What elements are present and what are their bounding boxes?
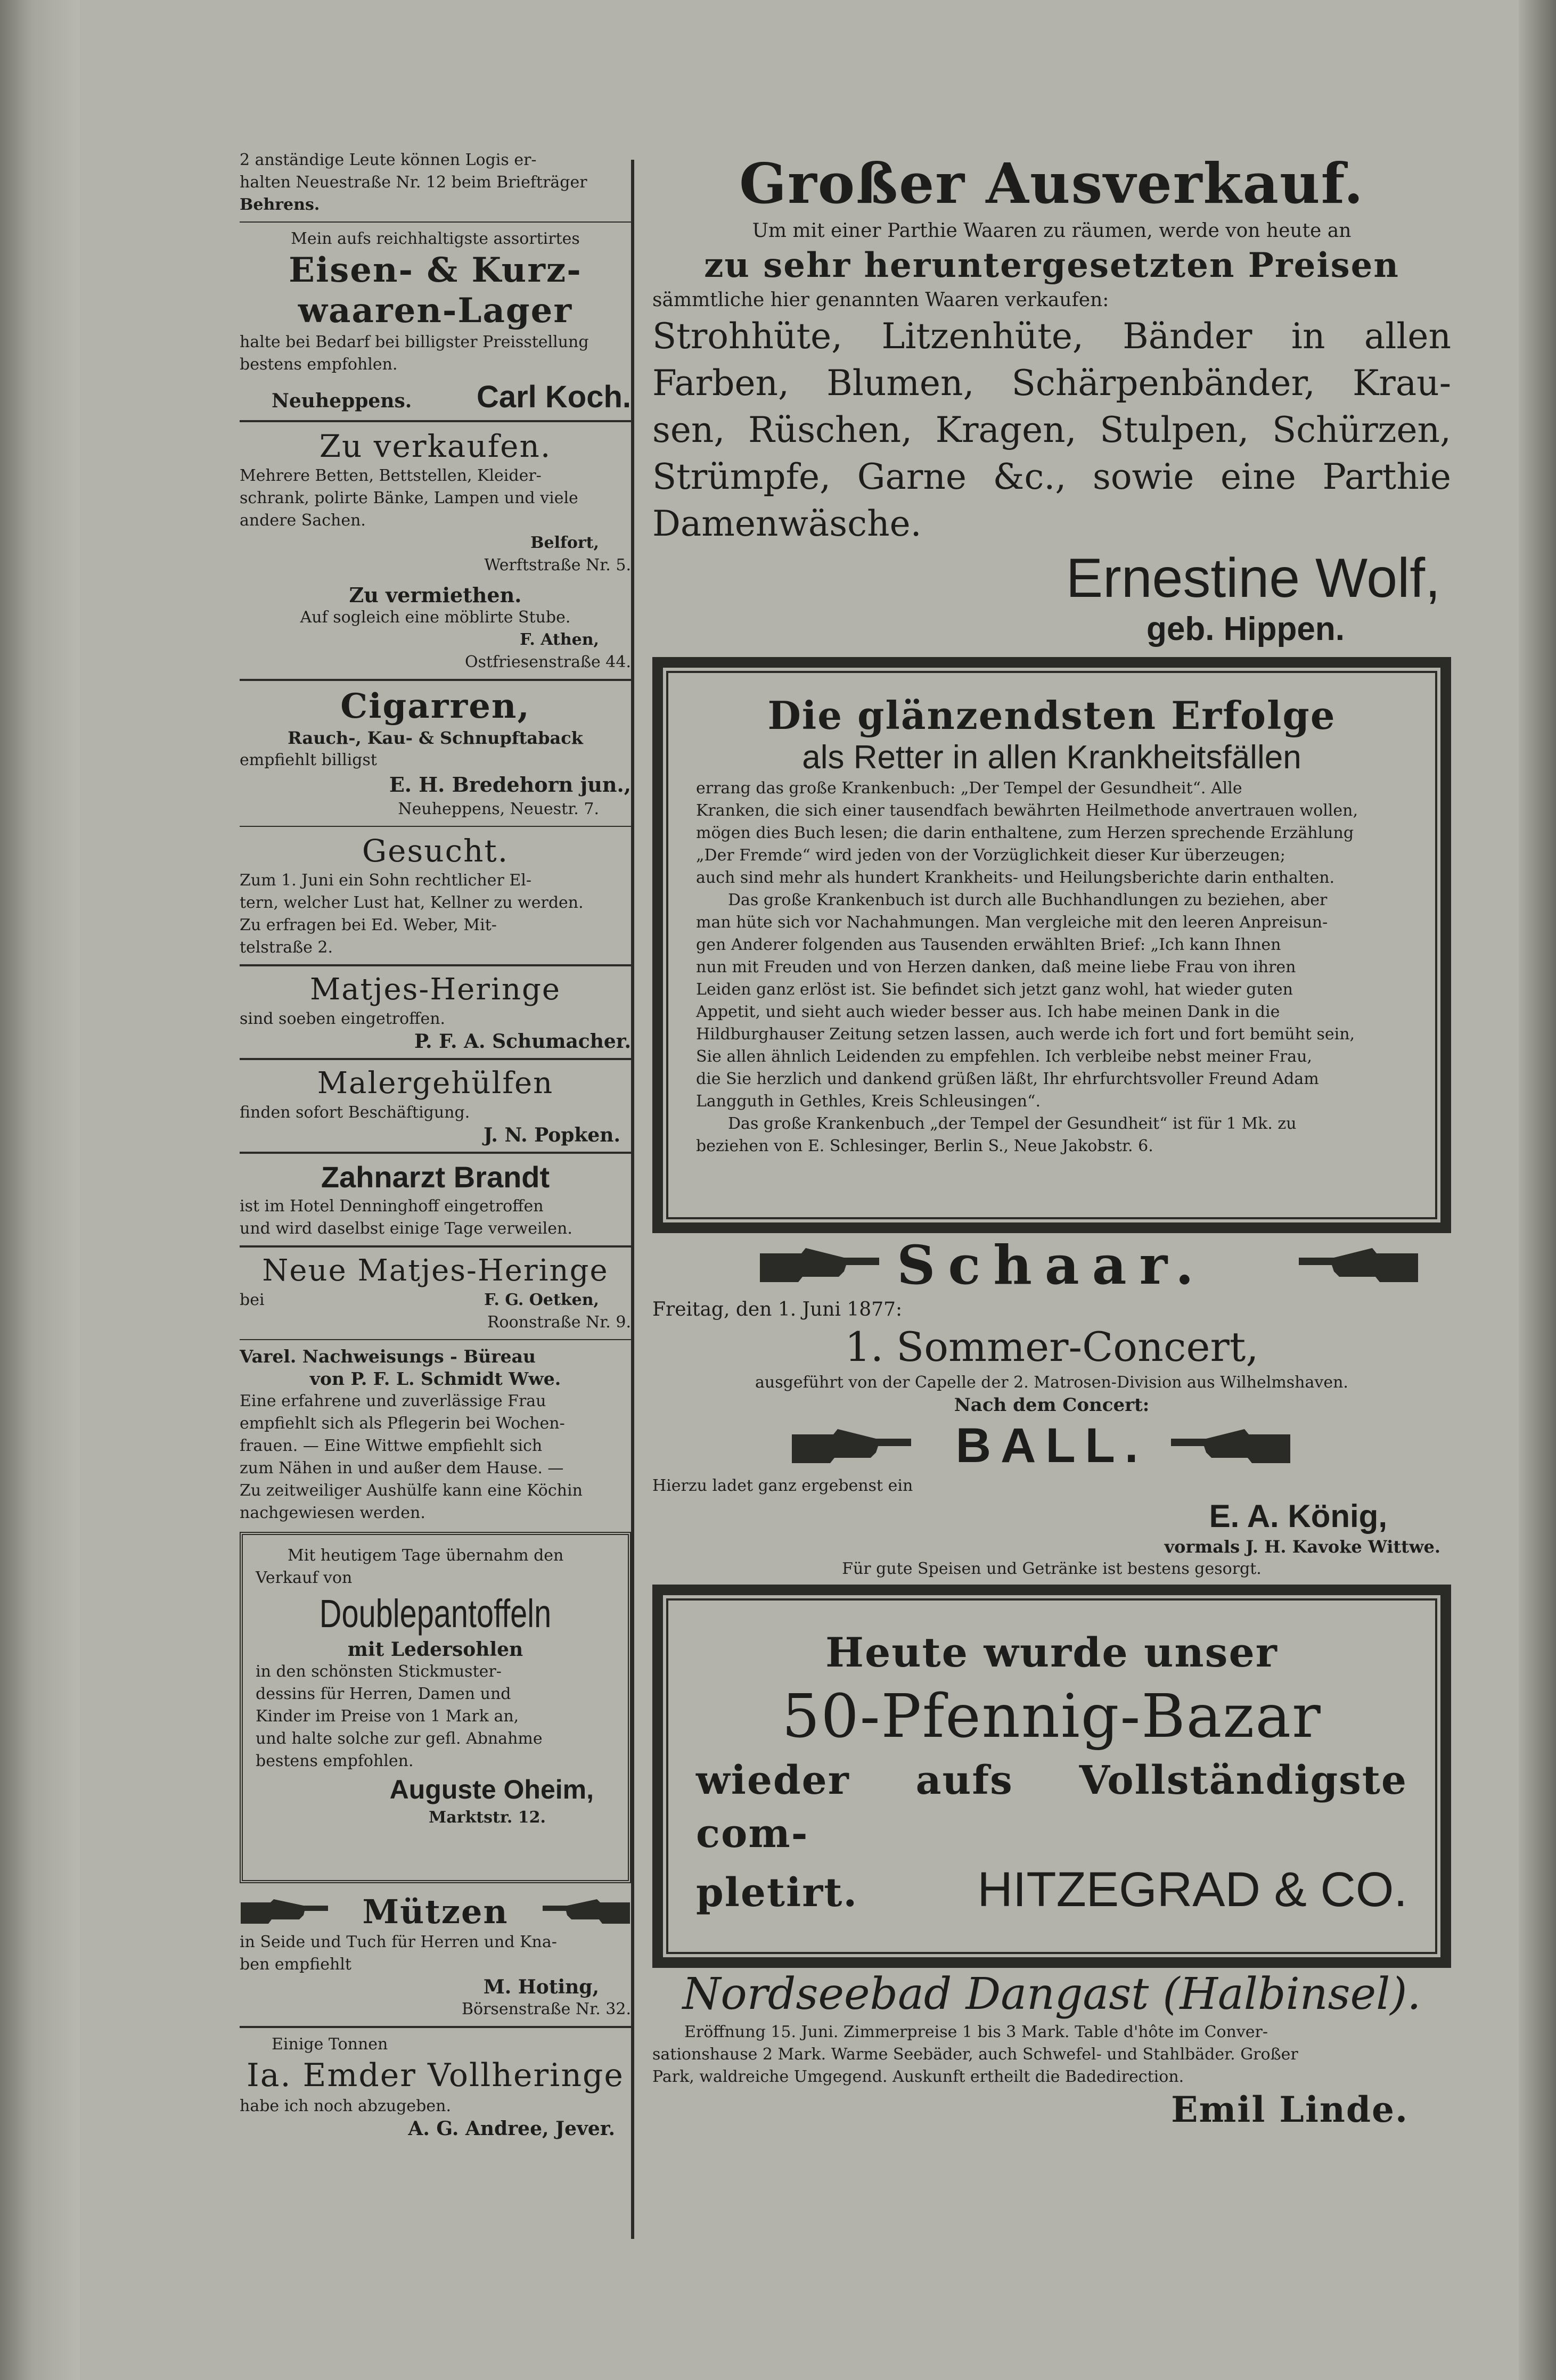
tempel-ornament-border [652, 657, 1451, 1233]
oheim-title: Doublepantoffeln [319, 1591, 552, 1636]
ausverkauf-title: Großer Ausverkauf. [739, 151, 1364, 216]
koch-place: Neuheppens. [272, 390, 412, 412]
schaar-header [652, 1233, 1451, 1297]
bazar-l3: wieder aufs Vollständigste com- [696, 1758, 1407, 1857]
oheim-text3: Kinder im Preise von 1 Mark an, [256, 1707, 519, 1726]
logis-text1: 2 anständige Leute können Logis er- [240, 151, 537, 169]
divider [240, 221, 631, 223]
oheim-addr: Marktstr. 12. [429, 1808, 546, 1827]
tempel-l16: Das große Krankenbuch „der Tempel der Gesundheit“ ist für 1 Mk. zu [728, 1114, 1297, 1133]
schaar-ball-row [652, 1416, 1451, 1475]
ausverkauf-goods5: Damenwäsche. [652, 503, 922, 544]
matjes-name: P. F. A. Schumacher. [414, 1030, 631, 1053]
neuematjes-title: Neue Matjes-Heringe [262, 1253, 609, 1288]
schaar-invite: Hierzu ladet ganz ergebenst ein [652, 1476, 913, 1495]
right-column [652, 149, 1451, 2131]
ad-vermiethen [240, 584, 631, 674]
schaar-ball: BALL. [955, 1418, 1148, 1473]
ausverkauf-goods1: Strohhüte, Litzenhüte, Bänder in allen [652, 316, 1451, 357]
tempel-l17: beziehen von E. Schlesinger, Berlin S., Neue Jakobstr. 6. [696, 1137, 1153, 1155]
column-divider [631, 160, 634, 2239]
varel-text2: empfiehlt sich als Pflegerin bei Wochen- [240, 1414, 565, 1433]
tempel-l12: Hildburghauser Zeitung setzen lassen, auch werde ich fort und fort bemüht sein, [696, 1025, 1355, 1044]
ad-neuematjes [240, 1253, 631, 1334]
ad-dangast [652, 1968, 1451, 2131]
ad-matjes [240, 972, 631, 1053]
divider [240, 679, 631, 681]
oheim-intro2: Verkauf von [256, 1569, 353, 1587]
varel-text1: Eine erfahrene und zuverlässige Frau [240, 1392, 546, 1410]
tempel-l2: Kranken, die sich einer tausendfach bewährten Heilmethode anvertrauen wollen, [696, 801, 1358, 820]
maler-title: Malergehülfen [317, 1066, 554, 1101]
ad-ausverkauf [652, 149, 1451, 650]
muetzen-addr: Börsenstraße Nr. 32. [461, 2000, 631, 2018]
cigarren-sub: Rauch-, Kau- & Schnupftaback [288, 728, 583, 748]
ausverkauf-geb: geb. Hippen. [1146, 611, 1345, 647]
tempel-l3: mögen dies Buch lesen; die darin enthaltene, zum Herzen sprechende Erzählung [696, 824, 1354, 842]
logis-name: Behrens. [240, 195, 320, 214]
varel-title2: von P. F. L. Schmidt Wwe. [309, 1368, 561, 1389]
ad-bazar [652, 1585, 1451, 1968]
varel-text3: frauen. — Eine Wittwe empfiehlt sich [240, 1437, 543, 1455]
tempel-l10: Leiden ganz erlöst ist. Sie befindet sich jetzt ganz wohl, hat wieder guten [696, 980, 1293, 999]
bazar-l4a: pletirt. [696, 1870, 858, 1916]
schaar-food: Für gute Speisen und Getränke ist bestens gesorgt. [842, 1560, 1262, 1578]
schaar-date: Freitag, den 1. Juni 1877: [652, 1299, 903, 1320]
page-right-edge [1519, 0, 1556, 2380]
bazar-l1: Heute wurde unser [825, 1629, 1278, 1676]
hand-pointer-right-icon [759, 1244, 881, 1286]
hand-pointer-right-icon [791, 1425, 913, 1467]
neuematjes-bei: bei [240, 1291, 265, 1309]
neuematjes-row [240, 1289, 631, 1311]
ad-maler [240, 1065, 631, 1146]
gesucht-text3: Zu erfragen bei Ed. Weber, Mit- [240, 916, 497, 934]
koch-name: Carl Koch. [476, 380, 631, 414]
verkaufen-name: Belfort, [530, 534, 599, 552]
hand-pointer-left-icon [540, 1895, 631, 1928]
varel-text4: zum Nähen in und außer dem Hause. — [240, 1459, 564, 1478]
maler-text: finden sofort Beschäftigung. [240, 1103, 470, 1122]
schaar-title: Schaar. [897, 1234, 1207, 1296]
tempel-l5: auch sind mehr als hundert Krankheits- und Heilungsberichte darin enthalten. [696, 868, 1335, 887]
ausverkauf-name: Ernestine Wolf, [1066, 547, 1440, 609]
cigarren-addr: Neuheppens, Neuestr. 7. [398, 800, 599, 818]
andree-title: Ia. Emder Vollheringe [247, 2057, 624, 2094]
zahnarzt-title: Zahnarzt Brandt [321, 1160, 550, 1194]
muetzen-text1: in Seide und Tuch für Herren und Kna- [240, 1933, 557, 1951]
oheim-sub: mit Ledersohlen [347, 1638, 523, 1661]
divider [240, 1245, 631, 1248]
ad-verkaufen [240, 428, 631, 577]
divider [240, 826, 631, 827]
neuematjes-name: F. G. Oetken, [484, 1291, 599, 1309]
muetzen-name: M. Hoting, [483, 1976, 599, 1998]
tempel-l15: Langguth in Gethles, Kreis Schleusingen“. [696, 1092, 1041, 1111]
tempel-l6: Das große Krankenbuch ist durch alle Buchhandlungen zu beziehen, aber [728, 891, 1328, 909]
ausverkauf-goods4: Strümpfe, Garne &c., sowie eine Parthie [652, 456, 1451, 497]
bazar-l4b: HITZEGRAD & CO. [977, 1862, 1407, 1917]
ad-logis [240, 149, 631, 216]
tempel-l4: „Der Fremde“ wird jeden von der Vorzüglichkeit dieser Kur überzeugen; [696, 846, 1285, 865]
varel-text6: nachgewiesen werden. [240, 1504, 425, 1522]
hand-pointer-left-icon [1169, 1425, 1291, 1467]
gesucht-title: Gesucht. [362, 833, 509, 869]
verkaufen-title: Zu verkaufen. [319, 428, 552, 464]
schaar-by: ausgeführt von der Capelle der 2. Matrosen-Division aus Wilhelmshaven. [755, 1373, 1348, 1392]
tempel-l7: man hüte sich vor Nachahmungen. Man vergleiche mit den leeren Anpreisun- [696, 913, 1328, 932]
ad-schaar [652, 1233, 1451, 1580]
ausverkauf-text1: Um mit einer Parthie Waaren zu räumen, werde von heute an [752, 220, 1352, 242]
gesucht-text2: tern, welcher Lust hat, Kellner zu werden. [240, 893, 584, 912]
oheim-text4: und halte solche zur gefl. Abnahme [256, 1729, 543, 1748]
muetzen-text2: ben empfiehlt [240, 1955, 351, 1974]
verkaufen-addr: Werftstraße Nr. 5. [484, 556, 631, 575]
muetzen-title: Mützen [362, 1892, 509, 1931]
oheim-intro1: Mit heutigem Tage übernahm den [288, 1546, 564, 1565]
schaar-nach: Nach dem Concert: [954, 1394, 1150, 1416]
ad-tempel [652, 657, 1451, 1233]
schaar-concert: 1. Sommer-Concert, [845, 1323, 1259, 1370]
ad-cigarren [240, 686, 631, 820]
andree-name: A. G. Andree, Jever. [408, 2118, 615, 2140]
dangast-name: Emil Linde. [1171, 2089, 1408, 2130]
neuematjes-addr: Roonstraße Nr. 9. [487, 1313, 631, 1332]
ausverkauf-bold: zu sehr heruntergesetzten Preisen [704, 245, 1399, 285]
cigarren-title: Cigarren, [340, 686, 530, 726]
tempel-l8: gen Anderer folgenden aus Tausenden erwählten Brief: „Ich kann Ihnen [696, 935, 1281, 954]
bazar-l2: 50-Pfennig-Bazar [782, 1682, 1322, 1751]
tempel-l9: nun mit Freuden und von Herzen danken, daß meine liebe Frau von ihren [696, 958, 1296, 976]
tempel-l1: errang das große Krankenbuch: „Der Tempel der Gesundheit“. Alle [696, 779, 1242, 798]
tempel-l11: Appetit, und sieht auch wieder besser aus. Ich habe meinen Dank in die [696, 1003, 1280, 1021]
divider [240, 964, 631, 966]
varel-title1: Varel. Nachweisungs - Büreau [240, 1346, 536, 1367]
divider [240, 420, 631, 422]
verkaufen-text2: schrank, polirte Bänke, Lampen und viele [240, 489, 578, 507]
zahnarzt-text1: ist im Hotel Denninghoff eingetroffen [240, 1197, 544, 1216]
bazar-ornament-border [652, 1585, 1451, 1968]
schaar-vormals: vormals J. H. Kavoke Wittwe. [1164, 1537, 1440, 1557]
andree-text: habe ich noch abzugeben. [240, 2097, 451, 2115]
hand-pointer-left-icon [1297, 1244, 1419, 1286]
ausverkauf-goods2: Farben, Blumen, Schärpenbänder, Krau- [652, 363, 1451, 404]
gesucht-text1: Zum 1. Juni ein Sohn rechtlicher El- [240, 871, 531, 890]
andree-intro: Einige Tonnen [272, 2035, 388, 2054]
koch-title2: waaren-Lager [298, 291, 573, 331]
oheim-text1: in den schönsten Stickmuster- [256, 1662, 502, 1681]
tempel-content [675, 679, 1429, 1211]
muetzen-header [240, 1893, 631, 1931]
left-column [240, 149, 631, 2140]
ad-muetzen [240, 1893, 631, 2021]
ad-varel [240, 1345, 631, 1524]
ad-koch [240, 228, 631, 415]
koch-text2: bestens empfohlen. [240, 355, 398, 374]
koch-signature [240, 379, 631, 415]
oheim-name: Auguste Oheim, [389, 1775, 594, 1804]
divider [240, 1152, 631, 1154]
divider [240, 1339, 631, 1340]
dangast-l1: Eröffnung 15. Juni. Zimmerpreise 1 bis 3 Mark. Table d'hôte im Conver- [684, 2023, 1268, 2041]
ausverkauf-text2: sämmtliche hier genannten Waaren verkaufen: [652, 289, 1109, 311]
koch-intro: Mein aufs reichhaltigste assortirtes [291, 229, 580, 248]
page-gutter [0, 0, 80, 2380]
dangast-l2: sationshause 2 Mark. Warme Seebäder, auch Schwefel- und Stahlbäder. Großer [652, 2045, 1298, 2064]
tempel-l13: Sie allen ähnlich Leidenden zu empfehlen. Ich verbleibe nebst meiner Frau, [696, 1047, 1312, 1066]
cigarren-name: E. H. Bredehorn jun., [389, 773, 631, 797]
zahnarzt-text2: und wird daselbst einige Tage verweilen. [240, 1219, 572, 1238]
dangast-l3: Park, waldreiche Umgegend. Auskunft ertheilt die Badedirection. [652, 2067, 1184, 2086]
vermiethen-addr: Ostfriesenstraße 44. [464, 653, 631, 671]
ausverkauf-goods3: sen, Rüschen, Kragen, Stulpen, Schürzen, [652, 409, 1451, 450]
cigarren-text: empfiehlt billigst [240, 751, 377, 769]
ad-zahnarzt [240, 1159, 631, 1240]
oheim-text2: dessins für Herren, Damen und [256, 1685, 511, 1703]
hand-pointer-right-icon [240, 1895, 330, 1928]
koch-title1: Eisen- & Kurz- [289, 250, 582, 290]
tempel-l14: die Sie herzlich und dankend grüßen läßt, Ihr ehrfurchtsvoller Freund Adam [696, 1070, 1319, 1088]
divider [240, 1058, 631, 1060]
vermiethen-name: F. Athen, [520, 630, 599, 649]
divider [240, 2026, 631, 2028]
vermiethen-title: Zu vermiethen. [349, 583, 522, 607]
matjes-title: Matjes-Heringe [309, 972, 561, 1007]
koch-text1: halte bei Bedarf bei billigster Preisstellung [240, 333, 589, 351]
oheim-content [256, 1545, 615, 1829]
gesucht-text4: telstraße 2. [240, 938, 333, 957]
schaar-name: E. A. König, [1209, 1498, 1387, 1534]
vermiethen-text: Auf sogleich eine möblirte Stube. [300, 608, 571, 627]
varel-text5: Zu zeitweiliger Aushülfe kann eine Köchin [240, 1481, 583, 1500]
matjes-text: sind soeben eingetroffen. [240, 1010, 446, 1028]
bazar-last-line [696, 1860, 1407, 1919]
ad-gesucht [240, 832, 631, 959]
maler-name: J. N. Popken. [484, 1124, 620, 1146]
verkaufen-text3: andere Sachen. [240, 511, 366, 530]
oheim-text5: bestens empfohlen. [256, 1752, 414, 1770]
ad-oheim [240, 1532, 631, 1883]
logis-text2: halten Neuestraße Nr. 12 beim Briefträger [240, 173, 587, 192]
bazar-content [675, 1607, 1429, 1946]
tempel-title1: Die glänzendsten Erfolge [767, 693, 1336, 738]
verkaufen-text1: Mehrere Betten, Bettstellen, Kleider- [240, 466, 542, 485]
tempel-title2: als Retter in allen Krankheitsfällen [802, 739, 1301, 776]
dangast-title: Nordseebad Dangast (Halbinsel). [682, 1969, 1421, 2020]
ad-andree [240, 2033, 631, 2140]
